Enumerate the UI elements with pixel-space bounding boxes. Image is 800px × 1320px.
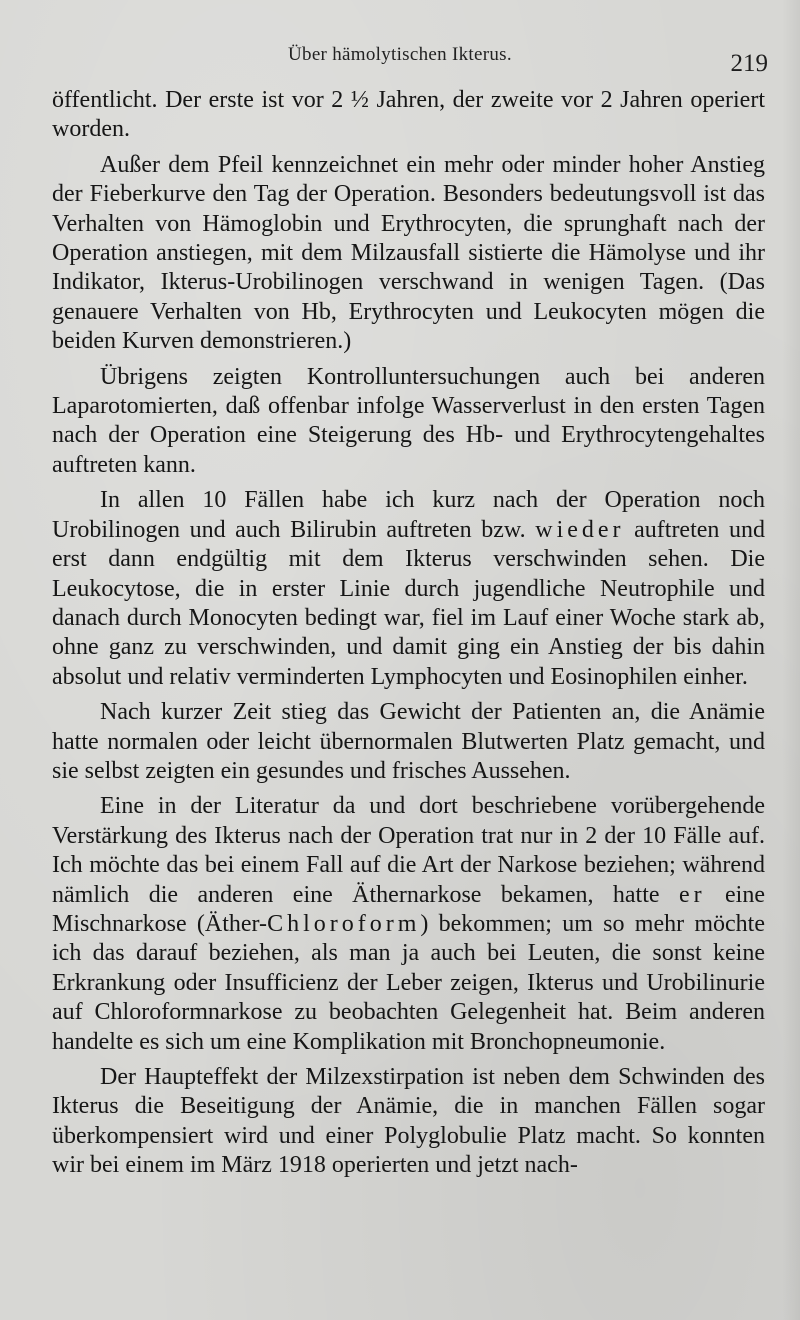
body-text <box>52 86 765 1187</box>
paragraph-5: Nach kurzer Zeit stieg das Gewicht der Patienten an, die Anämie hatte normalen oder leicht übernormalen Blutwerten Platz gemacht, und sie selbst zeigten ein gesundes und frisches Aussehen. <box>52 699 765 784</box>
paragraph-1: öffentlicht. Der erste ist vor 2 ½ Jahren, der zweite vor 2 Jahren operiert worden. <box>52 87 765 143</box>
paragraph-6-text-after: ) bekommen; um so mehr möchte ich das darauf beziehen, als man ja auch bei Leuten, die sonst keine Erkrankung oder Insufficienz der Leber zeigen, Ikterus und Urobilinurie auf Chloroformnarkose zu beobachten Gelegenheit hat. Beim anderen handelte es sich um eine Komplikation mit Bronchopneumonie. <box>52 910 765 1055</box>
paragraph-6 <box>52 792 765 1057</box>
paragraph-4 <box>52 486 765 692</box>
paragraph-6-spaced-emphasis-1: er <box>678 881 706 908</box>
paragraph-4-spaced-emphasis: wieder <box>535 516 625 543</box>
page-edge-shadow <box>782 0 800 1320</box>
running-head <box>0 40 800 80</box>
paragraph-6-text-before: Eine in der Literatur da und dort beschriebene vorübergehende Verstärkung des Ikterus nach der Operation trat nur in 2 der 10 Fälle auf. Ich möchte das bei einem Fall auf die Art der Narkose beziehen; während nämlich die anderen eine Äthernarkose bekamen, hatte <box>52 793 765 908</box>
paragraph-2: Außer dem Pfeil kennzeichnet ein mehr oder minder hoher Anstieg der Fieberkurve den Tag der Operation. Besonders bedeutungsvoll ist das Verhalten von Hämoglobin und Erythrocyten, die sprunghaft nach der Operation anstiegen, mit dem Milzausfall sistierte die Hämolyse und ihr Indikator, Ikterus-Urobilinogen verschwand in wenigen Tagen. (Das genauere Verhalten von Hb, Erythrocyten und Leukocyten mögen die beiden Kurven demonstrieren.) <box>52 151 765 355</box>
paragraph-6-text-middle: eine Mischnarkose (Äther- <box>52 881 765 937</box>
page-number: 219 <box>730 50 768 77</box>
running-title: Über hämolytischen Ikterus. <box>288 44 512 65</box>
paragraph-4-text-after: auftreten und erst dann endgültig mit dem Ikterus verschwinden sehen. Die Leukocytose, die in erster Linie durch jugendliche Neutrophile und danach durch Monocyten bedingt war, fiel im Lauf einer Woche stark ab, ohne ganz zu verschwinden, und damit ging ein Anstieg der bis dahin absolut und relativ verminderten Lymphocyten und Eosinophilen einher. <box>52 516 765 690</box>
paragraph-4-text-before: In allen 10 Fällen habe ich kurz nach der Operation noch Urobilinogen und auch Bilirubin auftreten bzw. <box>52 487 765 543</box>
paragraph-3: Übrigens zeigten Kontrolluntersuchungen auch bei anderen Laparotomierten, daß offenbar infolge Wasserverlust in den ersten Tagen nach der Operation eine Steigerung des Hb- und Erythrocytengehaltes auftreten kann. <box>52 363 765 478</box>
paragraph-7: Der Haupteffekt der Milzexstirpation ist neben dem Schwinden des Ikterus die Beseitigung der Anämie, die in manchen Fällen sogar überkompensiert wird und einer Polyglobulie Platz macht. So konnten wir bei einem im März 1918 operierten und jetzt nach- <box>52 1064 765 1179</box>
paragraph-6-spaced-emphasis-2: Chloroform <box>267 910 421 937</box>
